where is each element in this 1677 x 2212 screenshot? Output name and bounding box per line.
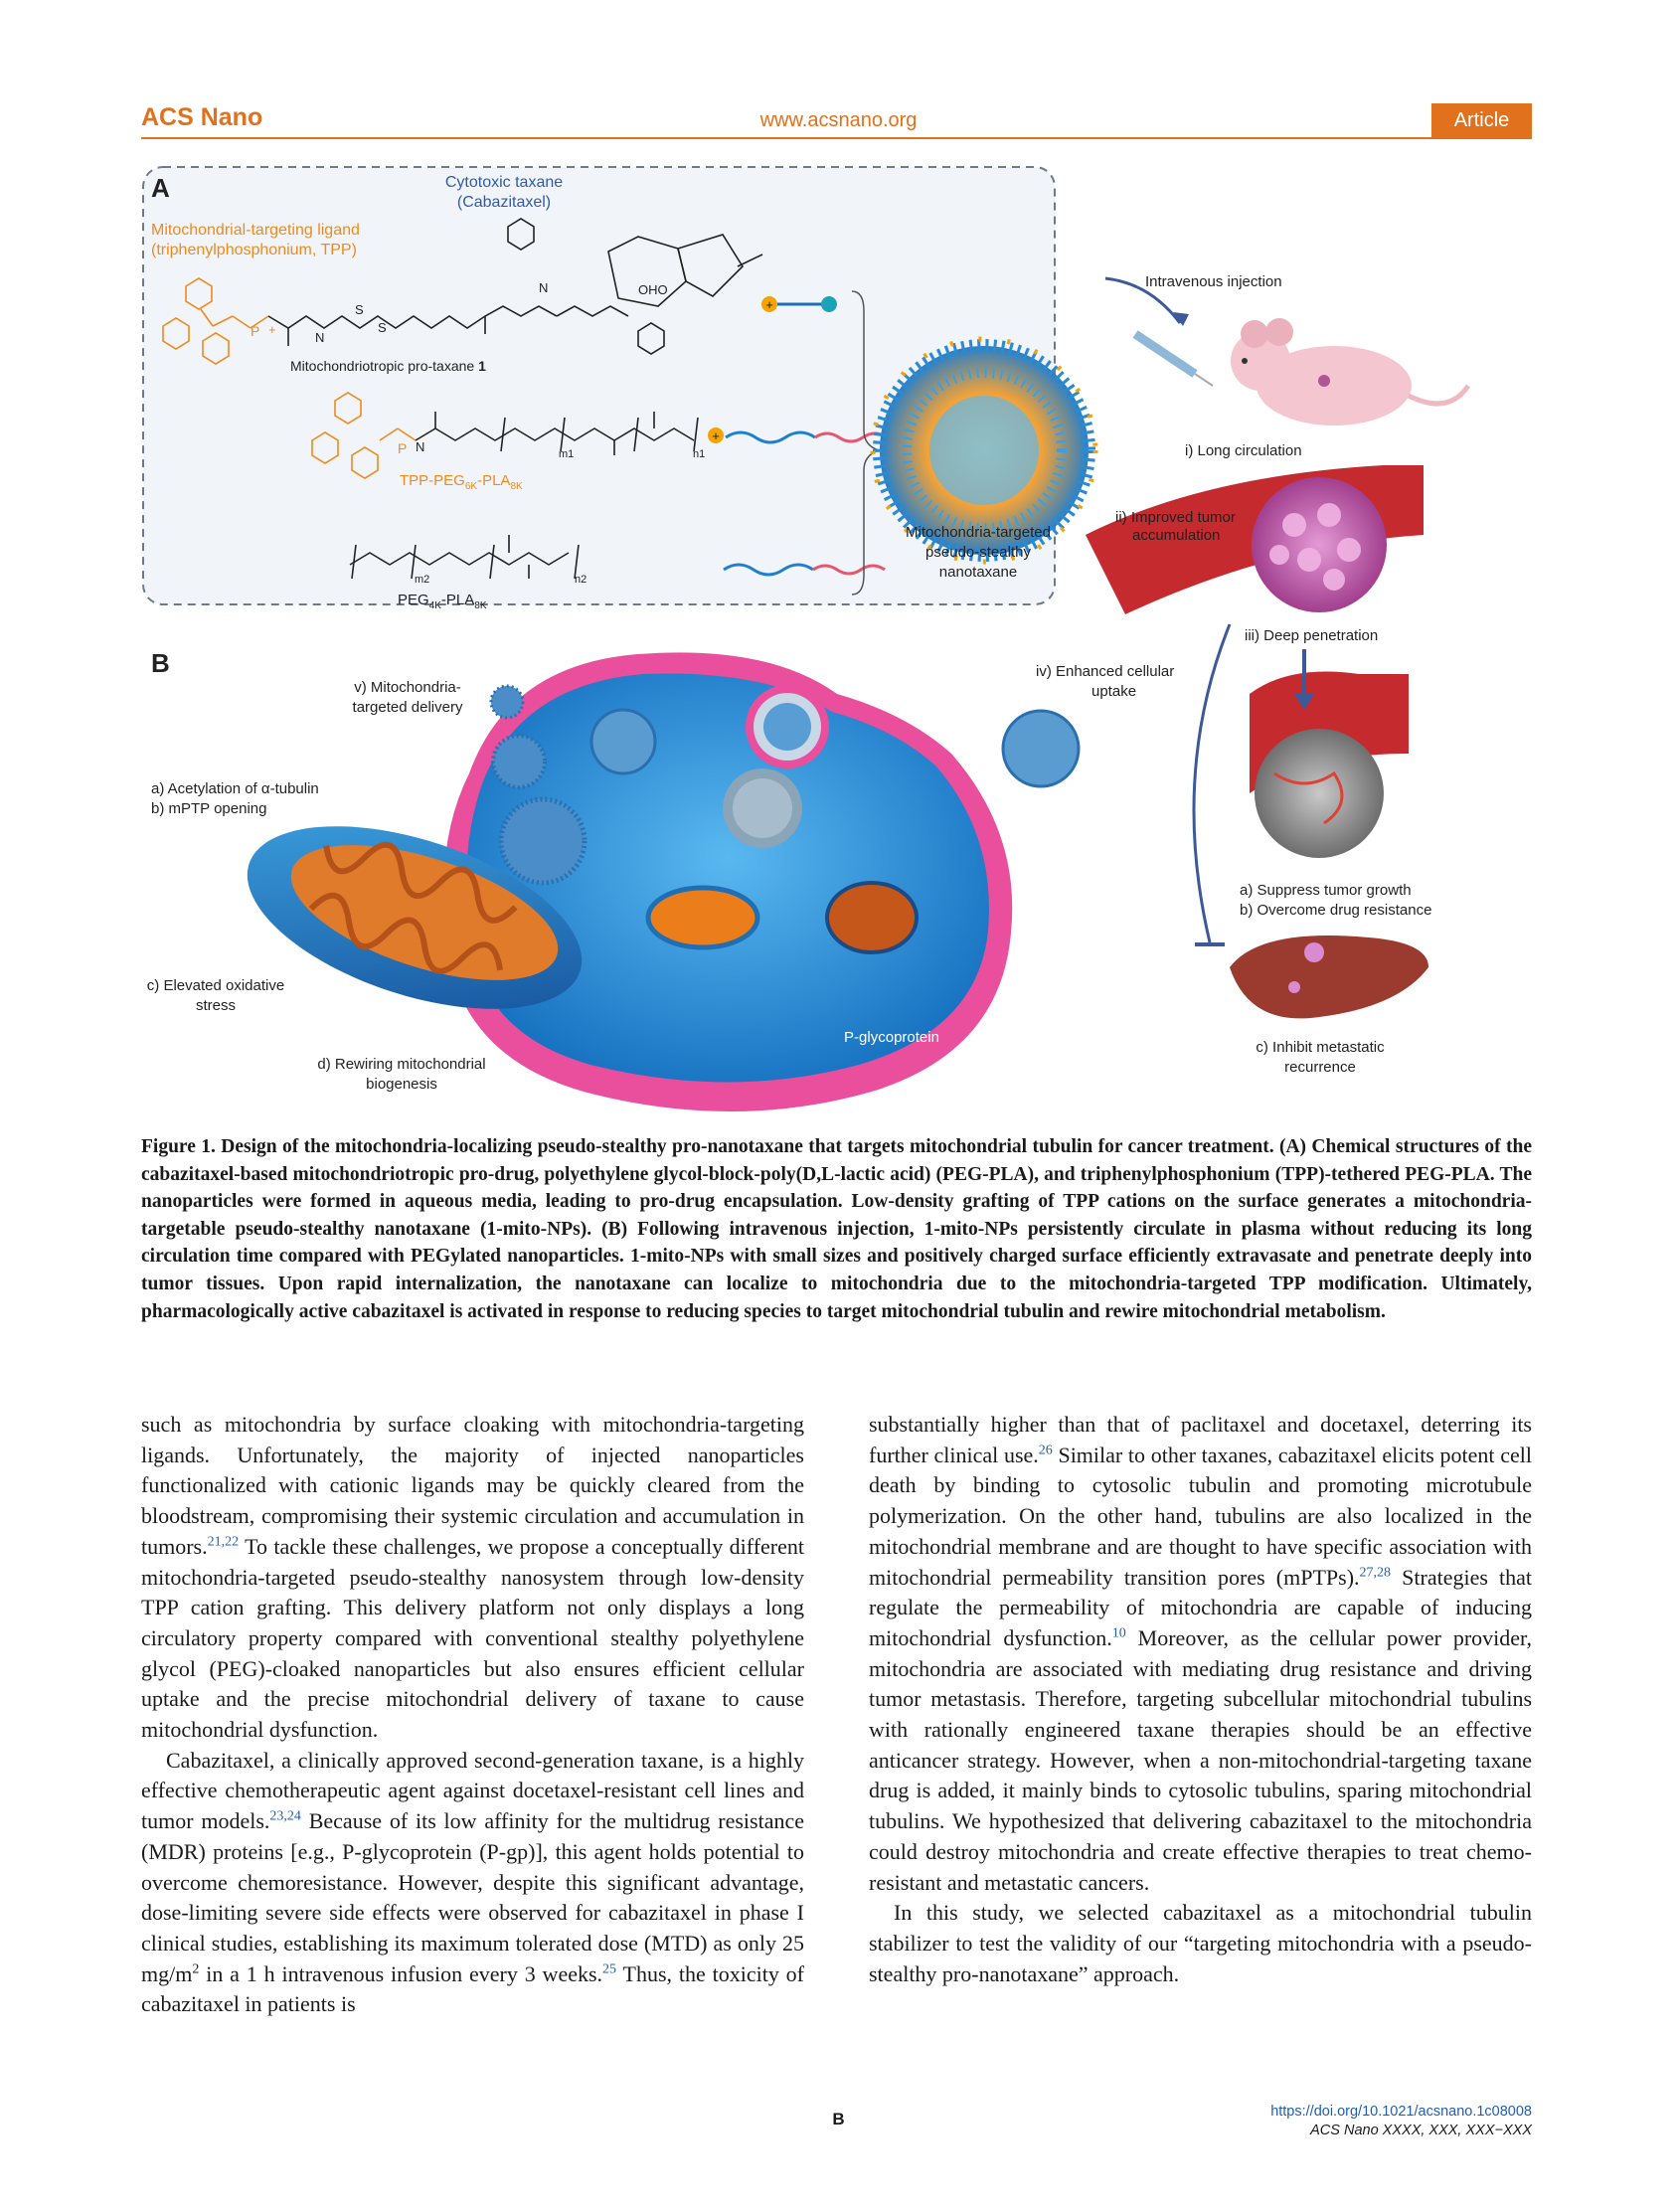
doi-link[interactable]: https://doi.org/10.1021/acsnano.1c08008	[1270, 2104, 1532, 2120]
svg-text:S: S	[378, 320, 387, 335]
svg-text:+: +	[765, 297, 773, 312]
journal-url[interactable]: www.acsnano.org	[759, 109, 918, 131]
ref-link[interactable]: 10	[1111, 1625, 1126, 1641]
body-left-column	[141, 1410, 804, 2020]
injection-label: Intravenous injection	[1145, 273, 1282, 290]
svg-text:P: P	[251, 323, 260, 339]
pgp-label: P-glycoprotein	[844, 1029, 939, 1046]
effect-a-label: a) Acetylation of α-tubulin	[151, 780, 319, 797]
ligand-name: (triphenylphosphonium, TPP)	[151, 242, 357, 258]
tpp-peg-pla-label: TPP-$PEG_{6K}-PLA_{8K}$	[400, 472, 523, 492]
step-ii-label-1: ii) Improved tumor	[1115, 509, 1236, 526]
ref-link[interactable]: 21,22	[207, 1534, 240, 1550]
step-iv-label-2: uptake	[1091, 683, 1137, 700]
svg-text:+: +	[268, 322, 276, 337]
peg-pla-label: $PEG_{4K}-PLA_{8K}$	[398, 592, 487, 611]
outcome-b-label: b) Overcome drug resistance	[1240, 902, 1432, 919]
svg-text:S: S	[355, 302, 364, 317]
effect-c-label-2: stress	[195, 997, 237, 1014]
left-paragraph-2: Cabazitaxel, a clinically approved second-generation taxane, is a highly effective chemotherapeutic agent against docetaxel-resistant cell lines and tumor models.$^{23,24}$ Because of its low affinity for the multidrug resistance (MDR) proteins [e.g., P-glycoprotein (P-gp)], this agent holds potential to overcome chemoresistance. However, despite this significant advantage, dose-limiting severe side effects were observed for cabazitaxel in phase I clinical studies, establishing its maximum tolerated dose (MTD) as only 25 $mg/m^2$ in a 1 h intravenous infusion every 3 weeks.$^{25}$ Thus, the toxicity of cabazitaxel in patients is	[141, 1747, 804, 2017]
svg-text:Mitochondriotropic pro-taxane: Mitochondriotropic pro-taxane 1	[290, 358, 486, 374]
page-number: B	[832, 2110, 845, 2128]
outcome-a-label: a) Suppress tumor growth	[1240, 882, 1412, 899]
drug-bead-icon	[821, 296, 837, 312]
right-paragraph-1: substantially higher than that of paclitaxel and docetaxel, deterring its further clinical use.$^{26}$ Similar to other taxanes, cabazitaxel elicits potent cell death by binding to cytosolic tubulin and promoting microtubule polymerization. On the other hand, tubulins are also localized in the mitochondrial membrane and are thought to have specific association with mitochondrial permeability transition pores (mPTPs).$^{27,28}$ Strategies that regulate the permeability of mitochondria are capable of inducing mitochondrial dysfunction.$^{10}$ Moreover, as the cellular power provider, mitochondria are associated with mediating drug resistance and driving tumor metastasis. Therefore, targeting subcellular mitochondrial tubulins with rationally engineered taxane therapies should be an effective anticancer strategy. However, when a non-mitochondrial-targeting taxane drug is added, it mainly binds to cytosolic tubulins, sparing mitochondrial tubulins. We hypothesized that delivering cabazitaxel to the mitochondria could destroy mitochondria and create effective therapies to treat chemo-resistant and metastatic cancers.	[869, 1412, 1532, 1895]
body-right-column	[869, 1410, 1532, 1989]
figure-caption: Figure 1. Design of the mitochondria-localizing pseudo-stealthy pro-nanotaxane that targets mitochondrial tubulin for cancer treatment. (A) Chemical structures of the cabazitaxel-based mitochondriotropic pro-drug, polyethylene glycol-block-poly(D,L-lactic acid) (PEG-PLA), and triphenylphosphonium (TPP)-tethered PEG-PLA. The nanoparticles were formed in aqueous media, leading to pro-drug encapsulation. Low-density grafting of TPP cations on the surface generates a mitochondria-targetable pseudo-stealthy nanotaxane (1-mito-NPs). (B) Following intravenous injection, 1-mito-NPs persistently circulate in plasma without reducing its long circulation time compared with PEGylated nanoparticles. 1-mito-NPs with small sizes and positively charged surface efficiently extravasate and penetrate deeply into tumor tissues. Upon rapid internalization, the nanotaxane can localize to mitochondria due to the mitochondria-targeted TPP modification. Ultimately, pharmacologically active cabazitaxel is activated in response to reducing species to target mitochondrial tubulin and rewire mitochondrial metabolism.	[141, 1136, 1532, 1322]
svg-text:m1: m1	[559, 448, 575, 460]
outcome-c-label-1: c) Inhibit metastatic	[1256, 1039, 1385, 1056]
svg-text:Mitochondria-targeted: Mitochondria-targeted	[906, 524, 1051, 541]
header-rule	[141, 137, 1532, 139]
svg-text:n2: n2	[575, 574, 587, 586]
effect-d-label-2: biogenesis	[366, 1076, 437, 1093]
panel-b-label: B	[151, 648, 170, 678]
step-i-label: i) Long circulation	[1185, 442, 1302, 459]
panel-a-label: A	[151, 173, 170, 203]
effect-b-label: b) mPTP opening	[151, 800, 267, 817]
citation: ACS Nano XXXX, XXX, XXX−XXX	[1310, 2123, 1532, 2138]
svg-text:+: +	[712, 428, 720, 443]
svg-text:N: N	[539, 280, 549, 295]
outcome-c-label-2: recurrence	[1284, 1059, 1356, 1076]
svg-text:m2: m2	[415, 574, 430, 586]
article-badge: Article	[1431, 103, 1532, 138]
svg-text:P: P	[398, 440, 408, 456]
ref-link[interactable]: 23,24	[269, 1808, 301, 1824]
ligand-title: Mitochondrial-targeting ligand	[151, 222, 360, 239]
liver-illustration	[1230, 936, 1428, 1018]
svg-text:pseudo-stealthy: pseudo-stealthy	[925, 544, 1031, 561]
ref-link[interactable]: 27,28	[1359, 1565, 1392, 1581]
left-paragraph-1: such as mitochondria by surface cloaking with mitochondria-targeting ligands. Unfortunately, the majority of injected nanoparticles functionalized with cationic ligands may be quickly cleared from the bloodstream, compromising their systemic circulation and accumulation in tumors.$^{21,22}$ To tackle these challenges, we propose a conceptually different mitochondria-targeted pseudo-stealthy nanosystem through low-density TPP cation grafting. This delivery platform not only displays a long circulatory property compared with conventional stealthy polyethylene glycol (PEG)-cloaked nanoparticles but also ensures efficient cellular uptake and the precise mitochondrial delivery of taxane to cause mitochondrial dysfunction.	[141, 1412, 804, 1743]
step-iv-label-1: iv) Enhanced cellular	[1036, 663, 1175, 680]
svg-text:N: N	[315, 330, 325, 345]
svg-text:OHO: OHO	[638, 282, 668, 297]
syringe-icon	[1135, 334, 1213, 386]
step-iii-label: iii) Deep penetration	[1245, 627, 1379, 644]
mouse-illustration	[1231, 318, 1468, 425]
journal-name: ACS Nano	[141, 103, 263, 131]
taxane-title: Cytotoxic taxane	[444, 174, 564, 191]
effect-c-label-1: c) Elevated oxidative	[146, 977, 285, 994]
svg-text:nanotaxane: nanotaxane	[938, 564, 1018, 581]
right-paragraph-2: In this study, we selected cabazitaxel as a mitochondrial tubulin stabilizer to test the validity of our “targeting mitochondria with a pseudo-stealthy pro-nanotaxane” approach.	[869, 1900, 1532, 1986]
step-ii-label-2: accumulation	[1132, 527, 1221, 544]
taxane-name: (Cabazitaxel)	[456, 194, 552, 211]
step-v-label-2: targeted delivery	[352, 699, 463, 716]
svg-text:N: N	[416, 439, 425, 454]
ref-link[interactable]: 25	[602, 1961, 617, 1977]
step-v-label-1: v) Mitochondria-	[354, 679, 461, 696]
figure-1	[141, 157, 1532, 1141]
ref-link[interactable]: 26	[1038, 1443, 1053, 1458]
tumor-illustration	[1252, 477, 1387, 612]
effect-d-label-1: d) Rewiring mitochondrial	[317, 1056, 486, 1073]
svg-text:n1: n1	[693, 448, 706, 460]
